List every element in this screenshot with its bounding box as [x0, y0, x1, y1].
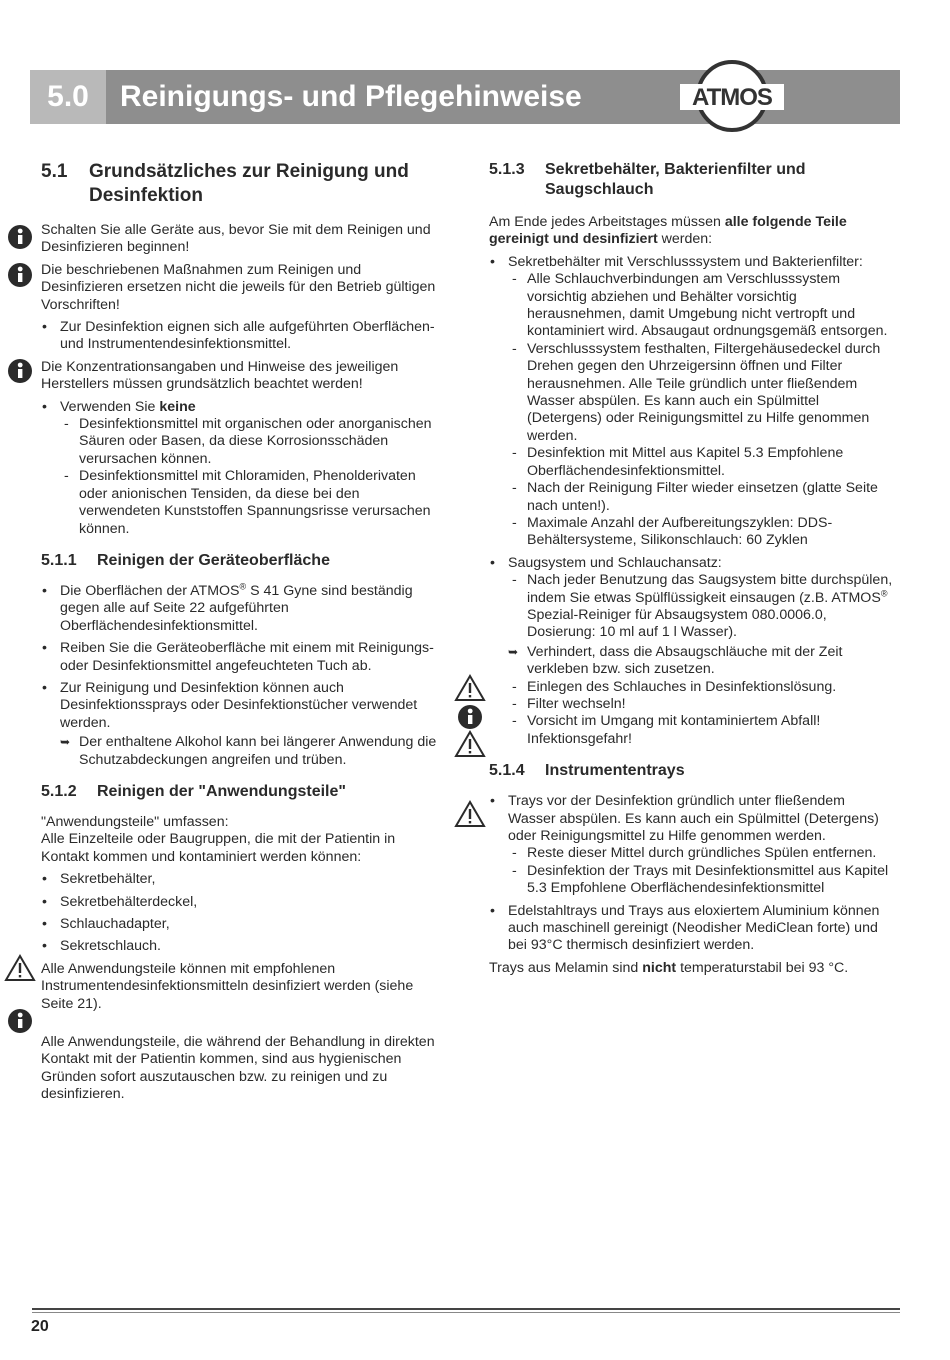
sub-list-item: - Desinfektionsmittel mit organischen oder anorganischen Säuren oder Basen, da diese Korrosionsschäden verursachen können.: [60, 416, 441, 468]
list-item: • Schlauchadapter,: [41, 916, 441, 933]
sub-list-item: - Verschlusssystem festhalten, Filtergehäusedeckel durch Drehen gegen den Uhrzeigersinn öffnen und Filter herausnehmen. Alle Teile gründlich unter fließendem Wasser abspülen. Es kann auch ein Spülmittel (Detergens) oder Reinigungsmittel zu Hilfe genommen werden.: [508, 341, 894, 445]
paragraph: [489, 214, 894, 249]
sub-list-item: [508, 572, 894, 642]
paragraph: Alle Einzelteile oder Baugruppen, die mit der Patientin in Kontakt kommen und kontaminiert werden können:: [41, 831, 396, 865]
sub-list: [508, 271, 894, 550]
sub-list-item: - Desinfektionsmittel mit Chloramiden, Phenolderivaten oder anionischen Tensiden, da diese bei den verwendeten Kunststoffen Spannungsrisse verursachen können.: [60, 468, 441, 538]
list-item: • Sekretschlauch.: [41, 938, 441, 955]
section-number: 5.1.3: [489, 161, 525, 178]
bullet-list: [41, 871, 441, 956]
warning-icon: [454, 730, 486, 758]
emphasis: keine: [159, 398, 196, 415]
list-item: [41, 680, 441, 769]
warning-note: Alle Anwendungsteile können mit empfohlenen Instrumentendesinfektionsmitteln desinfiziert werden (siehe Seite 21).: [41, 960, 414, 1012]
bullet-list: [41, 583, 441, 769]
warning-icon: [454, 800, 486, 828]
bullet-list: [489, 793, 894, 955]
right-column: [489, 160, 894, 982]
sub-list: [508, 679, 894, 749]
result-arrow-icon: ➥: [508, 644, 519, 659]
warning-icon: [4, 954, 36, 982]
emphasis: nicht: [642, 959, 677, 976]
section-heading-5-1: [41, 160, 441, 208]
result-arrow-icon: ➥: [60, 735, 71, 750]
result-note: [60, 734, 441, 769]
info-icon: [7, 224, 33, 250]
list-item: • Reiben Sie die Geräteoberfläche mit einem mit Reinigungs- oder Desinfektionsmittel angefeuchteten Tuch ab.: [41, 640, 441, 675]
text: Am Ende jedes Arbeitstages müssen: [489, 214, 721, 230]
section-title: Instrumententrays: [545, 762, 685, 780]
list-item: • Sekretbehälterdeckel,: [41, 894, 441, 911]
section-number: 5.1.2: [41, 782, 77, 800]
svg-text:ATMOS: ATMOS: [692, 84, 772, 111]
list-item: [489, 793, 894, 897]
sub-list: [508, 572, 894, 642]
footer-rule-thin: [32, 1312, 900, 1313]
info-icon: [7, 1008, 33, 1034]
text: Trays aus Melamin sind: [489, 959, 639, 976]
registered-mark: ®: [239, 581, 247, 592]
text: Verwenden Sie: [60, 398, 156, 415]
text: werden:: [661, 231, 713, 248]
section-title: Grundsätzliches zur Reinigung und Desinfektion: [89, 161, 409, 206]
list-item: • Sekretbehälter,: [41, 871, 441, 888]
section-heading-5-1-3: [489, 160, 894, 200]
sub-list-item: - Desinfektion der Trays mit Desinfektionsmittel aus Kapitel 5.3 Empfohlene Oberflächendesinfektionsmittel: [508, 863, 894, 898]
text: Sekretbehälter mit Verschlusssystem und Bakterienfilter:: [508, 253, 863, 270]
section-title: Reinigen der Geräteoberfläche: [97, 551, 330, 569]
list-item: • Zur Desinfektion eignen sich alle aufgeführten Oberflächen- und Instrumentendesinfektionsmittel.: [41, 319, 441, 354]
text: Saugsystem und Schlauchansatz:: [508, 554, 722, 571]
list-item: [41, 399, 441, 538]
list-item: [489, 254, 894, 550]
paragraph: [489, 960, 894, 977]
sub-list: [60, 416, 441, 538]
text: temperaturstabil bei 93 °C.: [680, 959, 849, 976]
sub-list-item: - Vorsicht im Umgang mit kontaminiertem Abfall! Infektionsgefahr!: [508, 713, 894, 748]
sub-list-item: - Nach der Reinigung Filter wieder einsetzen (glatte Seite nach unten!).: [508, 480, 894, 515]
sub-list-item: - Filter wechseln!: [508, 696, 894, 713]
text: Nach jeder Benutzung das Saugsystem bitte durchspülen, indem Sie etwas Spülflüssigkeit einsaugen (z.B. ATMOS: [527, 572, 893, 606]
chapter-number: 5.0: [30, 70, 106, 124]
bullet-list: [41, 399, 441, 538]
sub-list-item: - Reste dieser Mittel durch gründliches Spülen entfernen.: [508, 845, 894, 862]
section-title: Reinigen der "Anwendungsteile": [97, 782, 346, 800]
page-number: 20: [31, 1318, 49, 1335]
sub-list-item: - Desinfektion mit Mittel aus Kapitel 5.3 Empfohlene Oberflächendesinfektionsmittel.: [508, 445, 894, 480]
warning-icon: [454, 674, 486, 702]
list-item: [41, 583, 441, 635]
registered-mark: ®: [880, 587, 888, 598]
section-number: 5.1.4: [489, 762, 525, 780]
info-note: Alle Anwendungsteile, die während der Behandlung in direkten Kontakt mit der Patientin kommen, sind aus hygienischen Gründen sofort auszutauschen bzw. zu reinigen und zu desinfizieren.: [41, 1034, 435, 1103]
result-note: [508, 644, 894, 679]
info-note: Schalten Sie alle Geräte aus, bevor Sie mit dem Reinigen und Desinfizieren beginnen!: [41, 222, 431, 256]
section-number: 5.1.1: [41, 551, 77, 569]
text: Spezial-Reiniger für Absaugsystem 080.0006.0, Dosierung: 10 ml auf 1 l Wasser).: [527, 606, 827, 641]
emphasis: alle folgende Teile gereinigt und desinfiziert: [489, 214, 847, 248]
info-note: Die Konzentrationsangaben und Hinweise des jeweiligen Herstellers müssen grundsätzlich beachtet werden!: [41, 358, 399, 393]
info-icon: [457, 704, 483, 730]
atmos-logo: [678, 56, 786, 136]
section-heading-5-1-2: [41, 782, 441, 802]
sub-list-item: - Maximale Anzahl der Aufbereitungszyklen: DDS-Behältersysteme, Silikonschlauch: 60 Zyklen: [508, 515, 894, 550]
bullet-list: [489, 254, 894, 748]
info-icon: [7, 262, 33, 288]
text: Trays vor der Desinfektion gründlich unter fließendem Wasser abspülen. Es kann auch ein Spülmittel (Detergens) oder Reinigungsmittel zu Hilfe genommen werden.: [508, 793, 879, 844]
section-number: 5.1: [41, 161, 68, 182]
section-heading-5-1-4: [489, 761, 894, 781]
text: S 41 Gyne sind beständig gegen alle auf Seite 22 aufgeführten Oberflächendesinfektionsmittel.: [60, 582, 413, 634]
text: Die Oberflächen der ATMOS: [60, 582, 240, 599]
paragraph: "Anwendungsteile" umfassen:: [41, 813, 229, 830]
sub-list: [508, 845, 894, 897]
chapter-title: Reinigungs- und Pflegehinweise: [120, 80, 582, 113]
bullet-list: [41, 319, 441, 354]
left-column: [41, 160, 441, 1109]
footer-rule: [32, 1308, 900, 1310]
sub-list-item: - Einlegen des Schlauches in Desinfektionslösung.: [508, 679, 894, 696]
info-note: Die beschriebenen Maßnahmen zum Reinigen und Desinfizieren ersetzen nicht die jeweils für den Betrieb gültigen Vorschriften!: [41, 261, 436, 313]
list-item: [489, 555, 894, 748]
info-icon: [7, 358, 33, 384]
text: Zur Reinigung und Desinfektion können auch Desinfektionssprays oder Desinfektionstücher verwendet werden.: [60, 679, 418, 731]
text: Verhindert, dass die Absaugschläuche mit der Zeit verkleben bzw. sich zusetzen.: [527, 643, 843, 678]
text: Der enthaltene Alkohol kann bei längerer Anwendung die Schutzabdeckungen angreifen und trüben.: [79, 734, 437, 768]
list-item: • Edelstahltrays und Trays aus eloxiertem Aluminium können auch maschinell gereinigt (Neodisher MediClean forte) und bei 93°C thermisch desinfiziert werden.: [489, 903, 894, 955]
sub-list-item: - Alle Schlauchverbindungen am Verschlusssystem vorsichtig abziehen und Behälter vorsichtig herausnehmen, damit Umgebung nicht vertropft und kontaminiert wird. Absaugaut ordnungsgemäß entsorgen.: [508, 271, 894, 341]
section-heading-5-1-1: [41, 551, 441, 571]
section-title: Sekretbehälter, Bakterienfilter und Saugschlauch: [545, 161, 806, 198]
